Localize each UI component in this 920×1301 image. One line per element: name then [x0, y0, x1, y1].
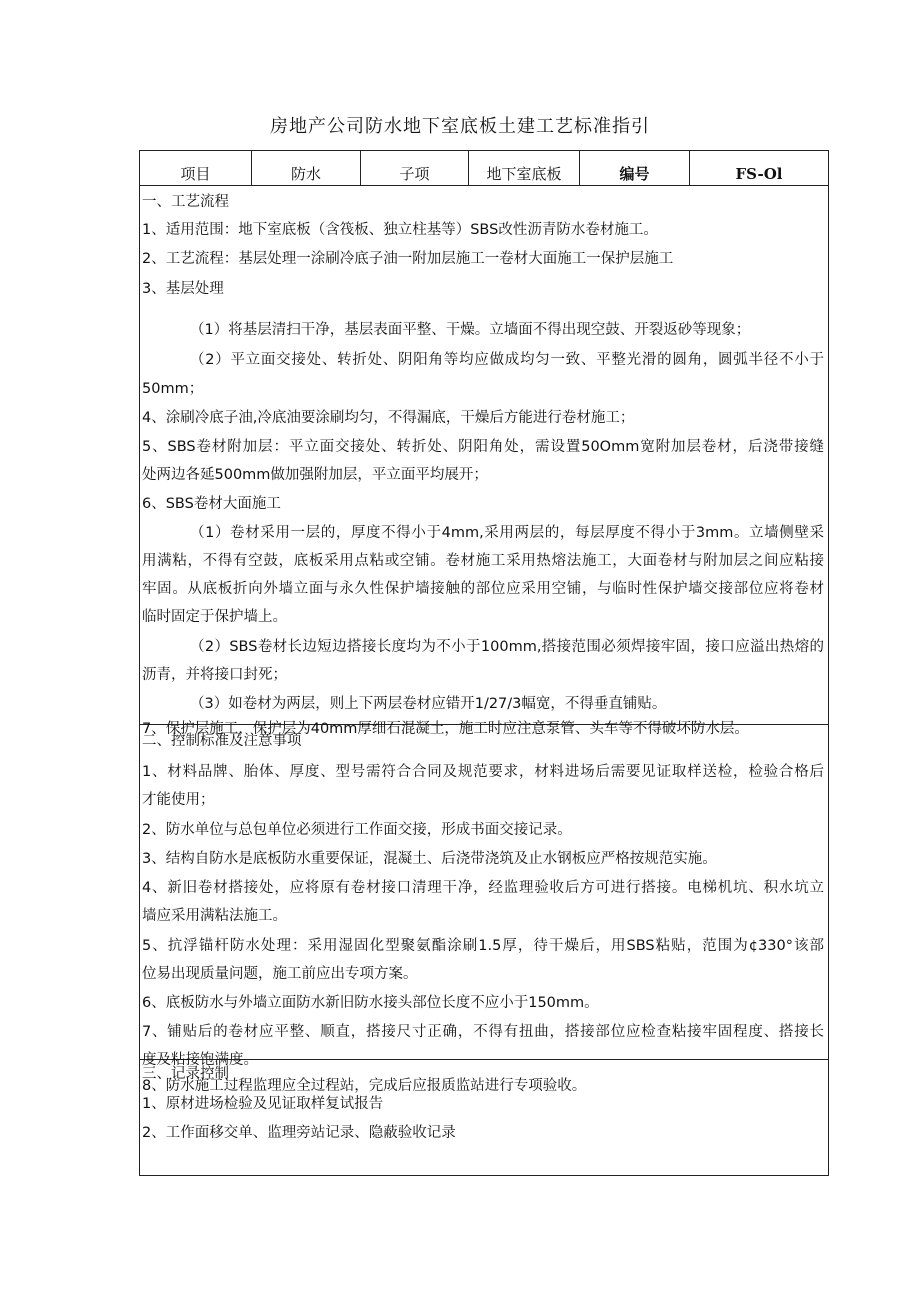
subitem-label: 子项: [361, 151, 469, 185]
text-line: 7、铺贴后的卷材应平整、顺直，搭接尺寸正确，不得有扭曲，搭接部位应检查粘接牢固程度、搭接长: [142, 1024, 824, 1040]
standard-table: [139, 150, 829, 1176]
text-line: （2）平立面交接处、转折处、阴阳角等均应做成均匀一致、平整光滑的圆角，圆弧半径不小于: [190, 352, 824, 368]
text-line: 2、防水单位与总包单位必须进行工作面交接，形成书面交接记录。: [142, 822, 572, 838]
text-line: 临时固定于保护墙上。: [142, 609, 287, 625]
text-line: 6、底板防水与外墙立面防水新旧防水接头部位长度不应小于150mm。: [142, 995, 599, 1011]
text-line: 1、材料品牌、胎体、厚度、型号需符合合同及规范要求，材料进场后需要见证取样送检，检验合格后: [142, 764, 824, 780]
section-heading: 二、控制标准及注意事项: [142, 733, 302, 749]
text-line: 4、新旧卷材搭接处，应将原有卷材接口清理干净，经监理验收后方可进行搭接。电梯机坑、积水坑立: [142, 880, 824, 896]
section-heading: 一、工艺流程: [142, 194, 229, 210]
text-line: 才能使用；: [142, 792, 215, 808]
text-line: （2）SBS卷材长边短边搭接长度均为不小于100mm,搭接范围必须焊接牢固，接口应溢出热熔的: [190, 639, 824, 655]
subitem-value: 地下室底板: [469, 151, 580, 185]
text-line: 1、适用范围：地下室底板（含筏板、独立柱基等）SBS改性沥青防水卷材施工。: [142, 222, 658, 238]
text-line: 5、SBS卷材附加层：平立面交接处、转折处、阴阳角处，需设置50Omm宽附加层卷材，后浇带接缝: [142, 439, 824, 455]
text-line: 牢固。从底板折向外墙立面与永久性保护墙接触的部位应采用空铺，与临时性保护墙交接部位应将卷材: [142, 581, 824, 597]
item-label: 项目: [140, 151, 252, 185]
text-line: 2、工作面移交单、监理旁站记录、隐蔽验收记录: [142, 1125, 456, 1141]
text-line: 3、基层处理: [142, 281, 224, 297]
text-line: 1、原材进场检验及见证取样复试报告: [142, 1096, 384, 1112]
code-value: FS-Ol: [735, 165, 783, 183]
text-line: 50mm；: [142, 381, 204, 397]
text-line: 位易出现质量问题，施工前应出专项方案。: [142, 966, 418, 982]
text-line: （3）如卷材为两层，则上下两层卷材应错开1/27/3幅宽，不得垂直铺贴。: [190, 696, 667, 712]
text-line: 6、SBS卷材大面施工: [142, 496, 281, 512]
text-line: 处两边各延500mm做加强附加层，平立面平均展开；: [142, 467, 488, 483]
text-line: 度及粘接饱满度。: [142, 1052, 258, 1068]
section-process: [140, 186, 828, 737]
header-row: [140, 151, 828, 186]
section-heading: 三、记录控制: [142, 1066, 229, 1082]
text-line: （1）将基层清扫干净，基层表面平整、干燥。立墙面不得出现空鼓、开裂返砂等现象；: [190, 322, 751, 338]
text-line-clipped: 8、防水施工过程监理应全过程站，完成后应报质监站进行专项验收。: [142, 1078, 587, 1094]
text-line: 沥青，并将接口封死；: [142, 667, 287, 683]
text-line: 3、结构自防水是底板防水重要保证，混凝土、后浇带浇筑及止水钢板应严格按规范实施。: [142, 851, 717, 867]
text-line: 用满粘，不得有空鼓，底板采用点粘或空铺。卷材施工采用热熔法施工，大面卷材与附加层之间应粘接: [142, 553, 824, 569]
code-label: 编号: [580, 151, 690, 185]
text-line-clipped: 7、保护层施工，保护层为40mm厚细石混凝土，施工时应注意泵管、头车等不得破坏防水层。: [142, 721, 749, 737]
text-line: 4、涂刷冷底子油,冷底油要涂刷均匀，不得漏底，干燥后方能进行卷材施工；: [142, 410, 635, 426]
item-value: 防水: [252, 151, 361, 185]
page-title: 房地产公司防水地下室底板土建工艺标准指引: [270, 116, 650, 137]
text-line: （1）卷材采用一层的，厚度不得小于4mm,采用两层的，每层厚度不得小于3mm。立墙侧壁采: [190, 525, 824, 541]
text-line: 墙应采用满粘法施工。: [142, 908, 287, 924]
text-line: 5、抗浮锚杆防水处理：采用湿固化型聚氨酯涂刷1.5厚，待干燥后，用SBS粘贴，范围为¢330°该部: [142, 938, 824, 954]
text-line: 2、工艺流程：基层处理一涂刷冷底子油一附加层施工一卷材大面施工一保护层施工: [142, 251, 674, 267]
section-records: [140, 1061, 828, 1175]
